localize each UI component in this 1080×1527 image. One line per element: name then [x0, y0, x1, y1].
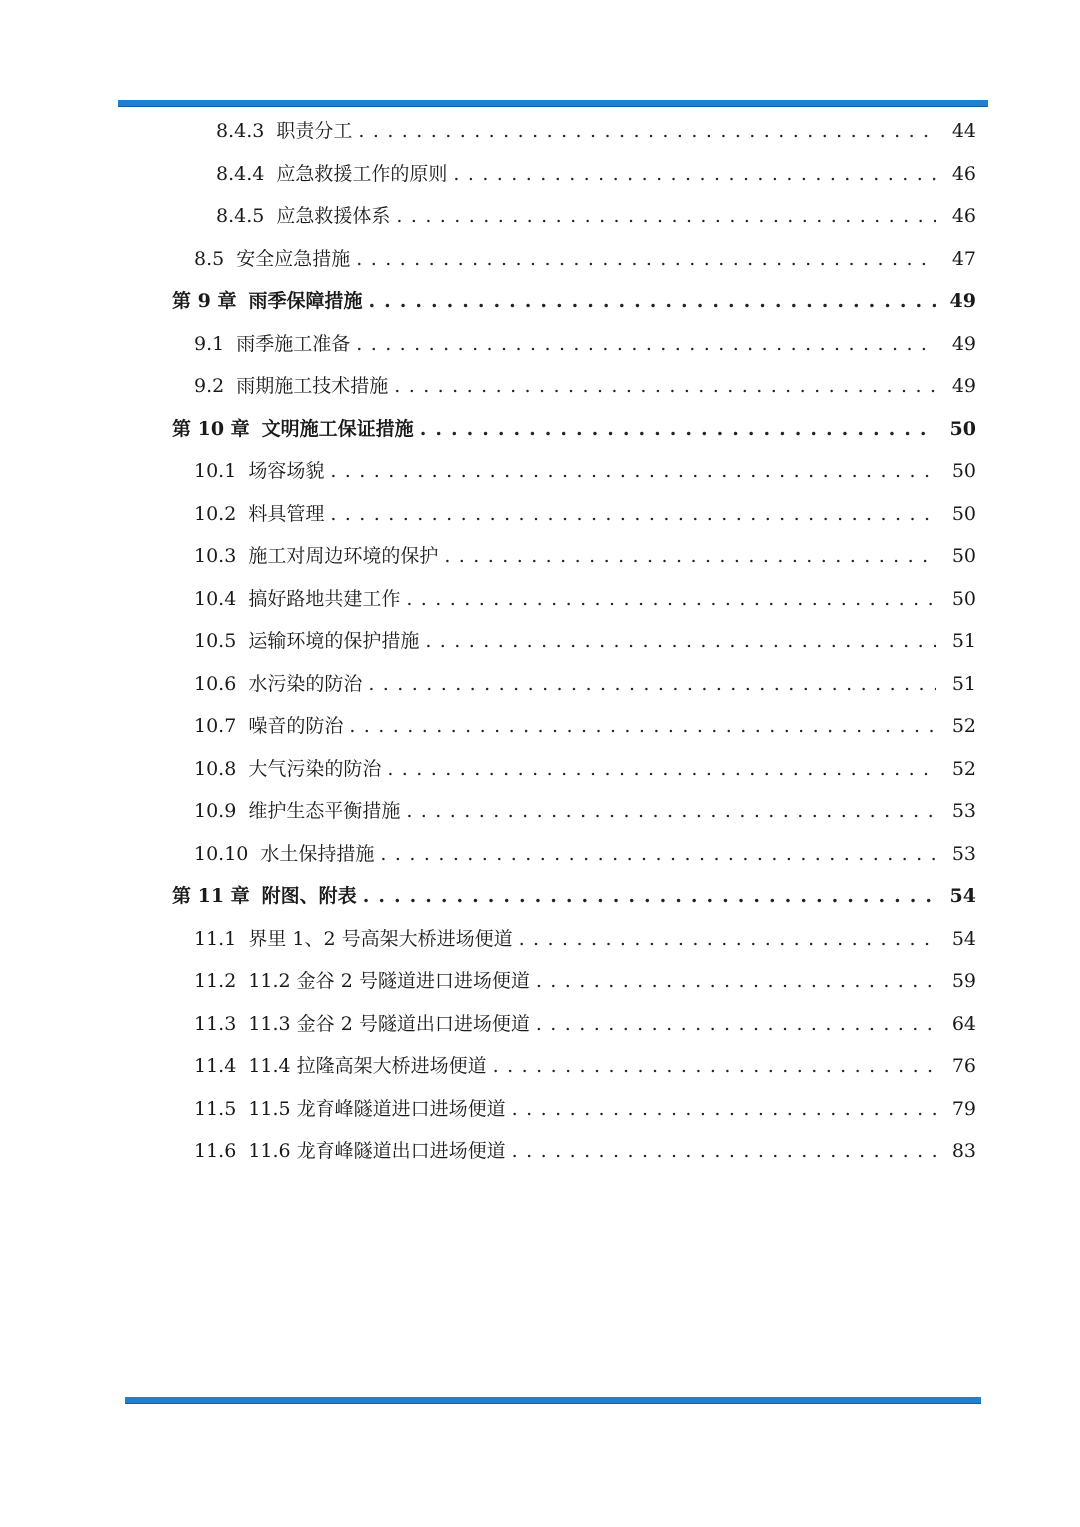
toc-entry-title: 施工对周边环境的保护: [248, 545, 439, 567]
toc-entry-number: 11.2: [194, 970, 237, 992]
toc-entry-title: 维护生态平衡措施: [248, 800, 401, 822]
toc-entry-title: 文明施工保证措施: [261, 417, 414, 440]
toc-leader-dots: [406, 578, 936, 620]
toc-entry-8-4-4[interactable]: [216, 153, 976, 195]
toc-entry-title: 噪音的防治: [248, 715, 344, 737]
toc-entry-title: 安全应急措施: [236, 247, 351, 270]
toc-entry-11-2[interactable]: [194, 960, 976, 1002]
toc-leader-dots: [356, 238, 936, 280]
toc-leader-dots: [387, 748, 936, 790]
toc-entry-10-6[interactable]: [194, 663, 976, 705]
toc-entry-number: 11.5: [194, 1097, 237, 1120]
toc-leader-dots: [349, 705, 936, 747]
toc-entry-title: 界里 1、2 号高架大桥进场便道: [248, 927, 513, 950]
toc-leader-dots: [536, 1003, 936, 1045]
toc-leader-dots: [356, 323, 936, 365]
toc-entry-chapter-10[interactable]: [172, 408, 976, 450]
toc-entry-number: 10.10: [194, 842, 249, 865]
toc-entry-8-4-3[interactable]: [216, 110, 976, 152]
toc-entry-page: 50: [951, 460, 976, 482]
toc-leader-dots: [394, 365, 936, 407]
toc-entry-title: 大气污染的防治: [248, 757, 382, 780]
toc-entry-title: 11.2 金谷 2 号隧道进口进场便道: [248, 970, 530, 992]
toc-entry-number: 11.1: [194, 927, 237, 950]
toc-entry-11-3[interactable]: [194, 1003, 976, 1045]
toc-entry-page: 53: [951, 800, 976, 822]
toc-entry-10-8[interactable]: [194, 748, 976, 790]
toc-entry-number: 8.4.5: [216, 205, 265, 227]
toc-leader-dots: [330, 450, 936, 492]
toc-entry-title: 雨期施工技术措施: [236, 375, 389, 397]
toc-leader-dots: [396, 195, 936, 237]
toc-entry-page: 44: [951, 120, 976, 142]
toc-entry-10-5[interactable]: [194, 620, 976, 662]
toc-entry-page: 46: [951, 205, 976, 227]
toc-entry-title: 11.3 金谷 2 号隧道出口进场便道: [248, 1012, 530, 1035]
toc-entry-10-4[interactable]: [194, 578, 976, 620]
toc-entry-number: 10.9: [194, 800, 237, 822]
toc-entry-page: 49: [951, 332, 976, 355]
toc-entry-number: 10.2: [194, 502, 237, 525]
toc-entry-11-1[interactable]: [194, 918, 976, 960]
toc-entry-title: 11.4 拉隆高架大桥进场便道: [248, 1055, 487, 1077]
toc-entry-number: 10.8: [194, 757, 237, 780]
toc-entry-page: 64: [951, 1012, 976, 1035]
toc-leader-dots: [363, 875, 936, 917]
toc-entry-number: 8.4.4: [216, 162, 265, 185]
toc-leader-dots: [512, 1130, 936, 1172]
toc-leader-dots: [420, 408, 936, 450]
toc-entry-8-4-5[interactable]: [216, 195, 976, 237]
toc-entry-10-3[interactable]: [194, 535, 976, 577]
toc-entry-page: 49: [949, 290, 976, 312]
toc-entry-title: 职责分工: [276, 120, 353, 142]
toc-entry-title: 雨季保障措施: [248, 290, 363, 312]
toc-entry-page: 50: [949, 417, 976, 440]
toc-entry-number: 10.3: [194, 545, 237, 567]
toc-entry-title: 水污染的防治: [248, 672, 363, 695]
toc-leader-dots: [368, 280, 936, 322]
toc-entry-10-2[interactable]: [194, 493, 976, 535]
toc-entry-page: 59: [951, 970, 976, 992]
toc-leader-dots: [453, 153, 936, 195]
footer-rule: [125, 1397, 981, 1403]
toc-leader-dots: [512, 1088, 936, 1130]
toc-entry-title: 水土保持措施: [260, 842, 375, 865]
toc-entry-chapter-11[interactable]: [172, 875, 976, 917]
toc-entry-9-2[interactable]: [194, 365, 976, 407]
toc-leader-dots: [519, 918, 936, 960]
toc-entry-title: 运输环境的保护措施: [248, 630, 420, 652]
toc-entry-number: 10.4: [194, 587, 237, 610]
toc-entry-number: 8.5: [194, 247, 225, 270]
toc-entry-number: 第 10 章: [172, 417, 250, 440]
toc-entry-number: 9.1: [194, 332, 225, 355]
toc-leader-dots: [368, 663, 936, 705]
toc-entry-page: 54: [949, 885, 976, 907]
toc-entry-page: 52: [951, 757, 976, 780]
toc-entry-number: 第 9 章: [172, 290, 237, 312]
toc-entry-page: 51: [951, 630, 976, 652]
toc-leader-dots: [380, 833, 936, 875]
toc-leader-dots: [330, 493, 936, 535]
toc-leader-dots: [536, 960, 936, 1002]
toc-entry-chapter-9[interactable]: [172, 280, 976, 322]
toc-entry-page: 76: [951, 1055, 976, 1077]
toc-entry-number: 10.1: [194, 460, 237, 482]
toc-entry-page: 83: [951, 1140, 976, 1162]
toc-entry-page: 50: [951, 545, 976, 567]
toc-entry-page: 50: [951, 502, 976, 525]
toc-leader-dots: [493, 1045, 936, 1087]
toc-leader-dots: [358, 110, 936, 152]
toc-leader-dots: [425, 620, 936, 662]
toc-entry-number: 11.6: [194, 1140, 237, 1162]
toc-entry-number: 11.4: [194, 1055, 237, 1077]
toc-entry-page: 51: [951, 672, 976, 695]
toc-entry-number: 第 11 章: [172, 885, 250, 907]
toc-leader-dots: [444, 535, 936, 577]
toc-entry-page: 46: [951, 162, 976, 185]
toc-entry-page: 50: [951, 587, 976, 610]
toc-entry-page: 53: [951, 842, 976, 865]
toc-entry-number: 11.3: [194, 1012, 237, 1035]
toc-entry-page: 79: [951, 1097, 976, 1120]
toc-entry-number: 10.7: [194, 715, 237, 737]
toc-entry-number: 10.5: [194, 630, 237, 652]
toc-entry-title: 附图、附表: [261, 885, 357, 907]
toc-entry-title: 料具管理: [248, 502, 325, 525]
toc-entry-11-4[interactable]: [194, 1045, 976, 1087]
toc-entry-10-7[interactable]: [194, 705, 976, 747]
toc-entry-title: 雨季施工准备: [236, 332, 351, 355]
toc-entry-10-9[interactable]: [194, 790, 976, 832]
toc-leader-dots: [406, 790, 936, 832]
toc-entry-title: 11.6 龙育峰隧道出口进场便道: [248, 1140, 506, 1162]
toc-entry-page: 54: [951, 927, 976, 950]
header-rule: [118, 100, 988, 106]
toc-entry-10-10[interactable]: [194, 833, 976, 875]
toc-entry-title: 应急救援体系: [276, 205, 391, 227]
toc-entry-title: 搞好路地共建工作: [248, 587, 401, 610]
toc-entry-page: 52: [951, 715, 976, 737]
toc-entry-number: 9.2: [194, 375, 225, 397]
toc-entry-title: 11.5 龙育峰隧道进口进场便道: [248, 1097, 506, 1120]
toc-entry-11-6[interactable]: [194, 1130, 976, 1172]
toc-entry-10-1[interactable]: [194, 450, 976, 492]
toc-entry-page: 47: [951, 247, 976, 270]
toc-entry-9-1[interactable]: [194, 323, 976, 365]
toc-entry-number: 10.6: [194, 672, 237, 695]
toc-entry-title: 应急救援工作的原则: [276, 162, 448, 185]
toc-entry-page: 49: [951, 375, 976, 397]
toc-entry-8-5[interactable]: [194, 238, 976, 280]
toc-entry-title: 场容场貌: [248, 460, 325, 482]
toc-entry-11-5[interactable]: [194, 1088, 976, 1130]
toc-entry-number: 8.4.3: [216, 120, 265, 142]
